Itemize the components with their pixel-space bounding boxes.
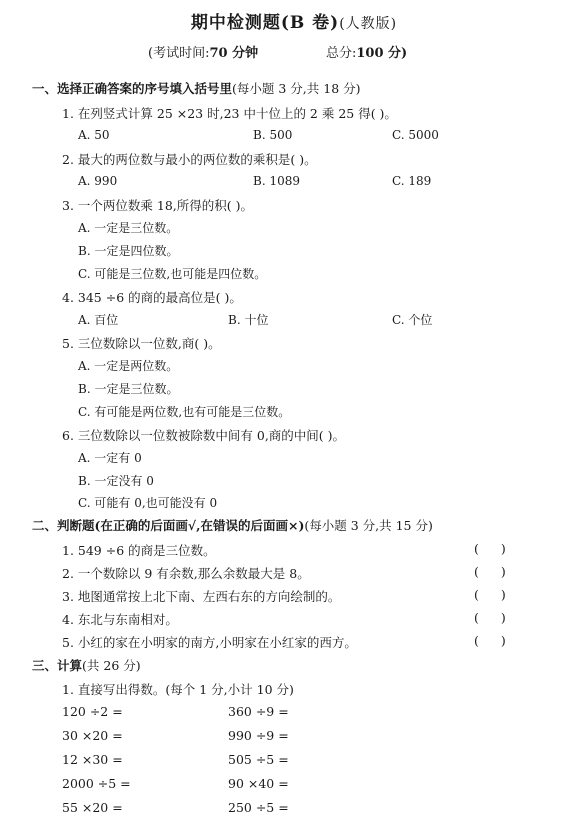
question-text: 6. 三位数除以一位数被除数中间有 0,商的中间( )。 bbox=[62, 428, 346, 443]
answer-blank[interactable]: ( ) bbox=[474, 564, 506, 579]
answer-option: C. 有可能是两位数,也有可能是三位数。 bbox=[78, 405, 291, 419]
answer-blank[interactable]: ( ) bbox=[474, 587, 506, 602]
total-score: 总分:100 分) bbox=[326, 46, 408, 61]
title-main: 期中检测题(B 卷) bbox=[190, 13, 340, 33]
question-text: 2. 最大的两位数与最小的两位数的乘积是( )。 bbox=[62, 152, 317, 167]
calc-item: 360 ÷9 = bbox=[228, 704, 289, 719]
answer-option: B. 500 bbox=[253, 128, 293, 142]
answer-blank[interactable]: ( ) bbox=[474, 633, 506, 648]
answer-option: A. 990 bbox=[78, 174, 118, 188]
exam-time: (考试时间:70 分钟 bbox=[148, 46, 259, 61]
judgement-item: 4. 东北与东南相对。 bbox=[62, 612, 178, 627]
answer-option: B. 1089 bbox=[253, 174, 300, 188]
question-text: 3. 一个两位数乘 18,所得的积( )。 bbox=[62, 198, 253, 213]
title-edition: (人教版) bbox=[339, 16, 398, 32]
answer-option: B. 一定是四位数。 bbox=[78, 244, 179, 258]
answer-option: A. 50 bbox=[78, 128, 110, 142]
answer-option: A. 一定是三位数。 bbox=[78, 221, 179, 235]
calc-item: 55 ×20 = bbox=[62, 800, 123, 815]
calc-item: 505 ÷5 = bbox=[228, 752, 289, 767]
question-text: 1. 在列竖式计算 25 ×23 时,23 中十位上的 2 乘 25 得( )。 bbox=[62, 106, 397, 121]
judgement-item: 5. 小红的家在小明家的南方,小明家在小红家的西方。 bbox=[62, 635, 357, 650]
answer-option: C. 个位 bbox=[392, 313, 433, 327]
section-heading: 三、计算(共 26 分) bbox=[32, 658, 141, 673]
judgement-item: 3. 地图通常按上北下南、左西右东的方向绘制的。 bbox=[62, 589, 341, 604]
calc-item: 30 ×20 = bbox=[62, 728, 123, 743]
answer-option: A. 百位 bbox=[78, 313, 119, 327]
calc-item: 250 ÷5 = bbox=[228, 800, 289, 815]
calc-item: 120 ÷2 = bbox=[62, 704, 123, 719]
calc-item: 12 ×30 = bbox=[62, 752, 123, 767]
section-heading: 二、判断题(在正确的后面画√,在错误的后面画×)(每小题 3 分,共 15 分) bbox=[32, 518, 433, 533]
calc-item: 90 ×40 = bbox=[228, 776, 289, 791]
question-text: 4. 345 ÷6 的商的最高位是( )。 bbox=[62, 290, 242, 305]
answer-option: C. 5000 bbox=[392, 128, 439, 142]
answer-blank[interactable]: ( ) bbox=[474, 610, 506, 625]
calc-item: 2000 ÷5 = bbox=[62, 776, 131, 791]
section-heading: 一、选择正确答案的序号填入括号里(每小题 3 分,共 18 分) bbox=[32, 81, 361, 96]
page-title bbox=[0, 8, 588, 33]
answer-option: B. 十位 bbox=[228, 313, 269, 327]
calc-item: 990 ÷9 = bbox=[228, 728, 289, 743]
answer-blank[interactable]: ( ) bbox=[474, 541, 506, 556]
judgement-item: 2. 一个数除以 9 有余数,那么余数最大是 8。 bbox=[62, 566, 310, 581]
question-text: 5. 三位数除以一位数,商( )。 bbox=[62, 336, 221, 351]
subsection-title: 1. 直接写出得数。(每个 1 分,小计 10 分) bbox=[62, 682, 294, 697]
judgement-item: 1. 549 ÷6 的商是三位数。 bbox=[62, 543, 216, 558]
answer-option: B. 一定没有 0 bbox=[78, 474, 154, 488]
answer-option: C. 可能是三位数,也可能是四位数。 bbox=[78, 267, 267, 281]
answer-option: C. 189 bbox=[392, 174, 432, 188]
answer-option: A. 一定有 0 bbox=[78, 451, 142, 465]
answer-option: C. 可能有 0,也可能没有 0 bbox=[78, 496, 218, 510]
answer-option: B. 一定是三位数。 bbox=[78, 382, 179, 396]
answer-option: A. 一定是两位数。 bbox=[78, 359, 179, 373]
